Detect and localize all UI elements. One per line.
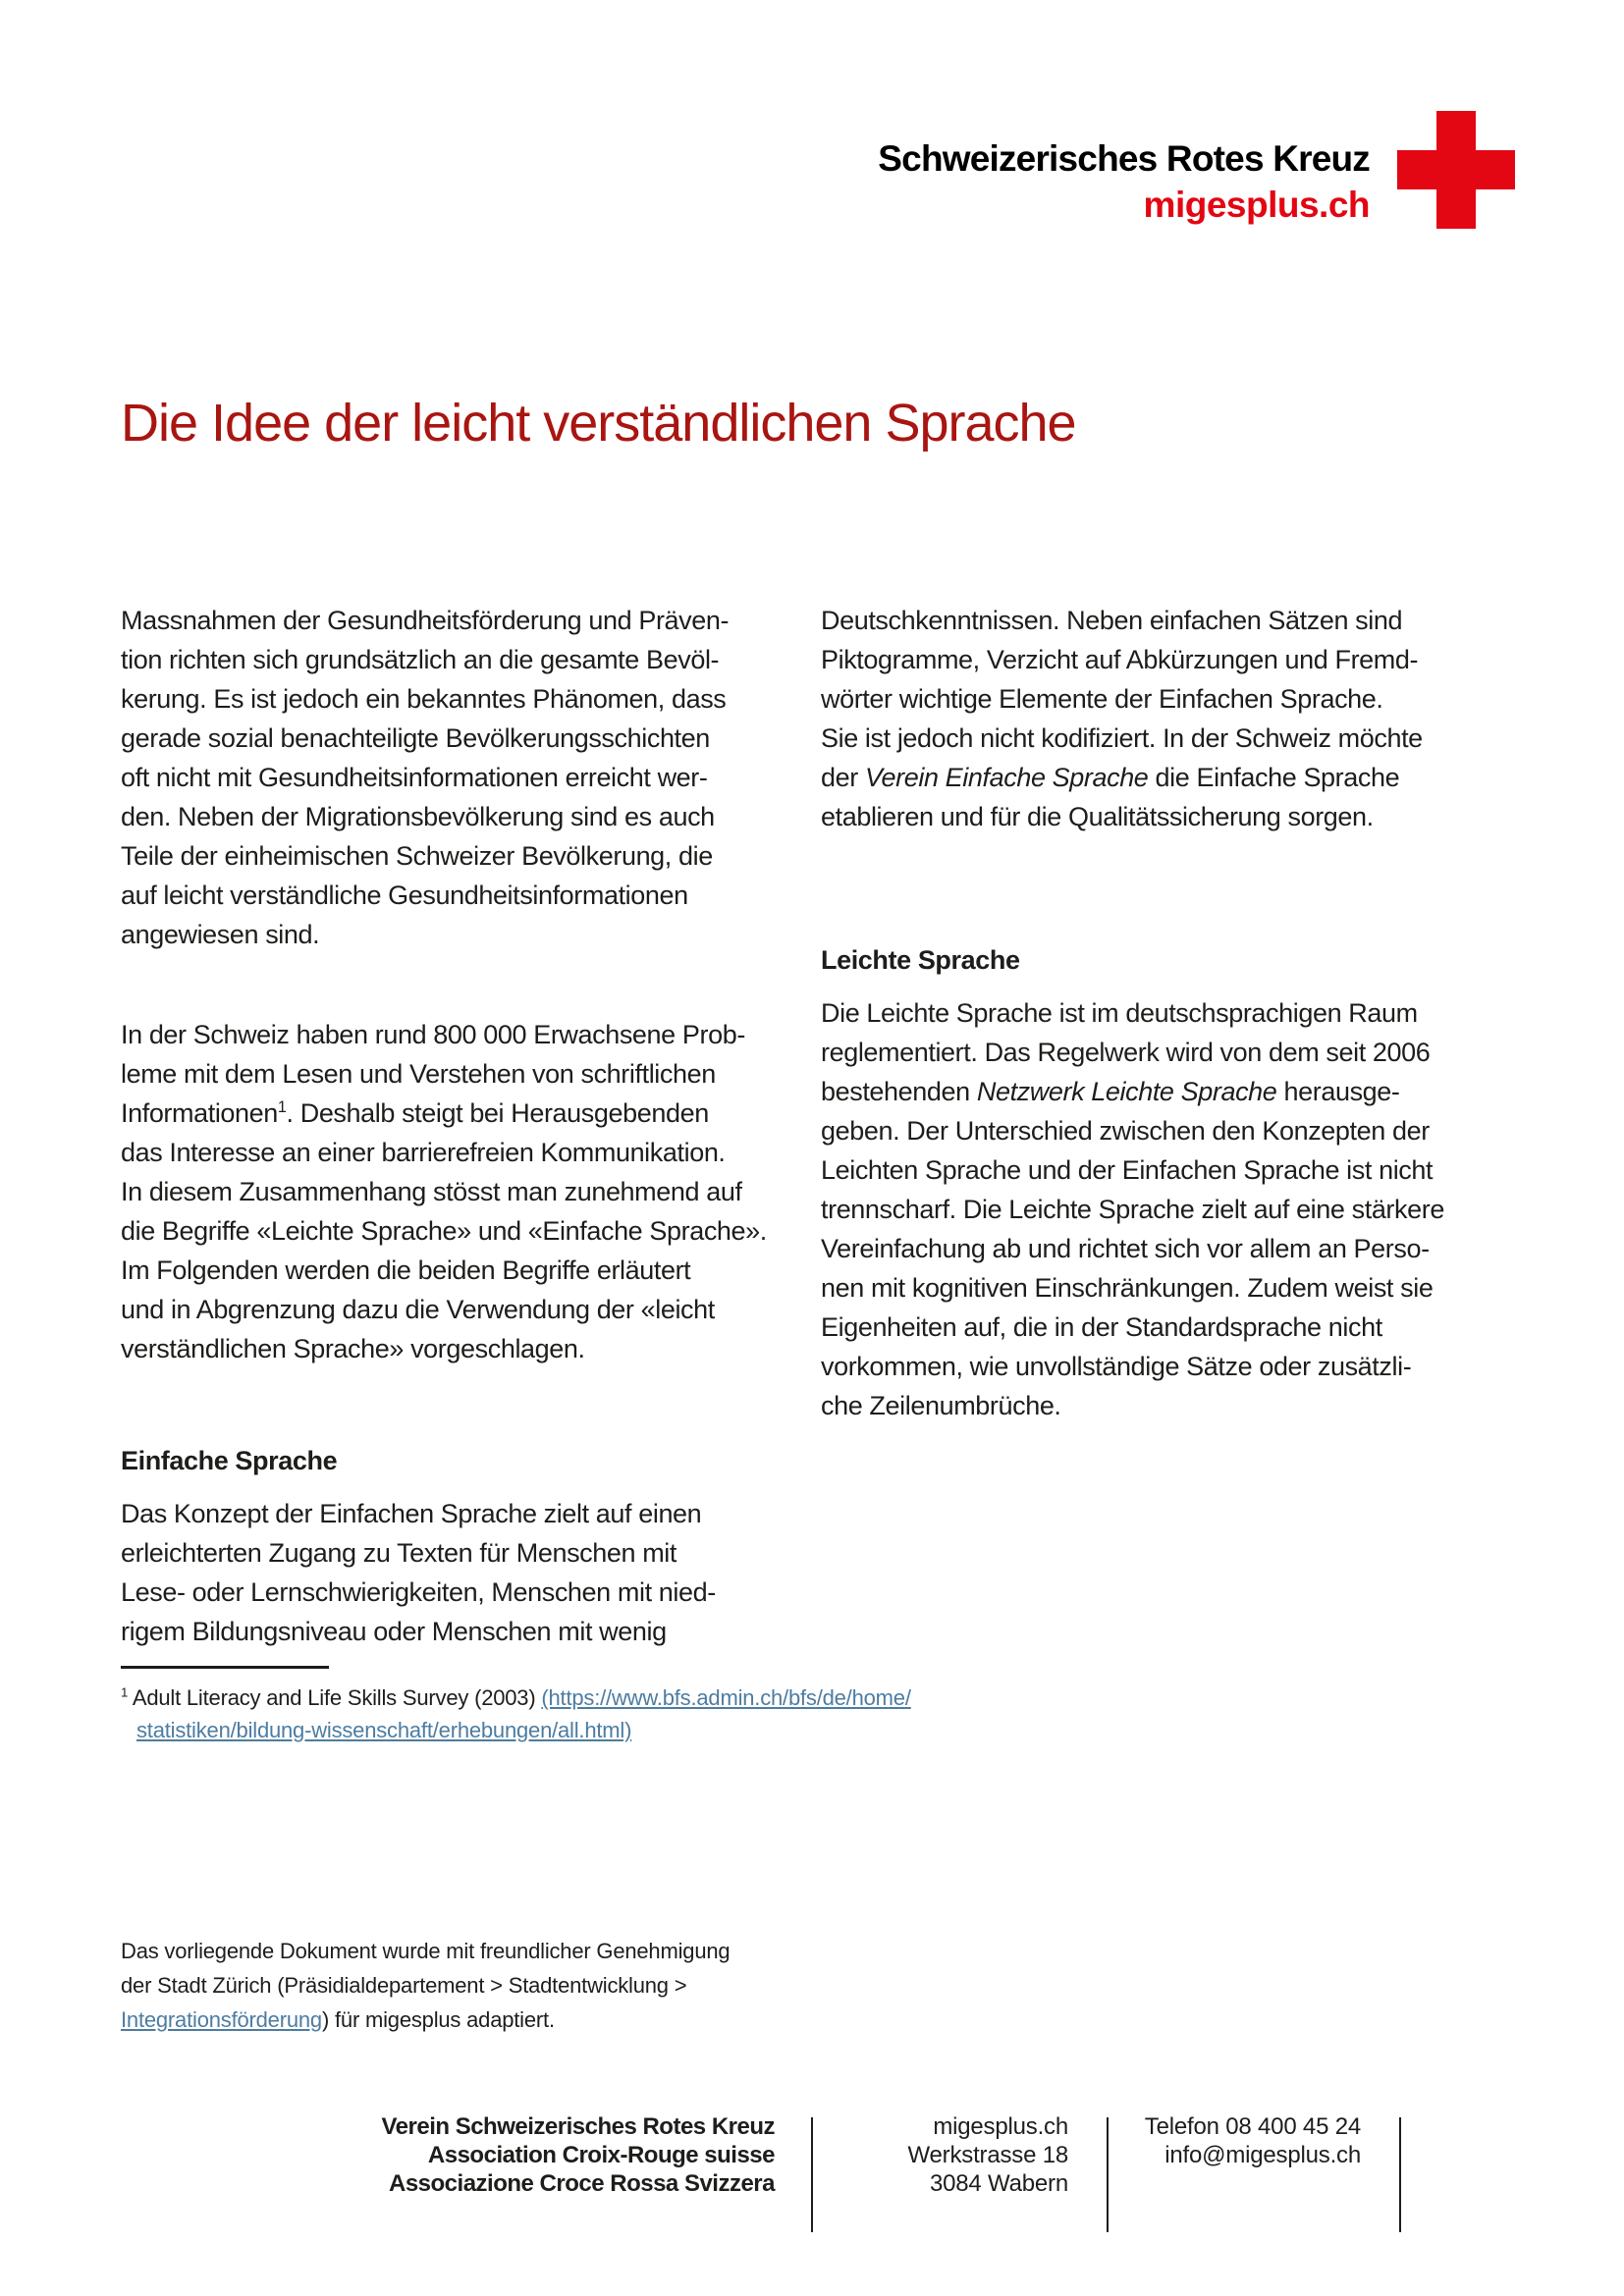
footnote-text (121, 1682, 911, 1746)
footer-divider (1399, 2117, 1401, 2232)
footnote-rule (121, 1666, 329, 1669)
text-segment: . Deshalb steigt bei Herausgebenden (286, 1098, 709, 1128)
text-lines: Deutschkenntnissen. Neben einfachen Sätzen sind Piktogramme, Verzicht auf Abkürzungen und Fremd- wörter wichtige Elemente der Einfachen Sprache. Sie ist jedoch nicht kodifiziert. In der Schweiz möchte (821, 606, 1423, 753)
paragraph-massnahmen: Massnahmen der Gesundheitsförderung und Präven- tion richten sich grundsätzlich an die gesamte Bevöl- kerung. Es ist jedoch ein bekanntes Phänomen, dass gerade sozial benachteiligte Bevölkerungsschichten oft nicht mit Gesundheitsinformationen erreicht wer- den. Neben der Migrationsbevölkerung sind es auch Teile der einheimischen Schweizer Bevölkerung, die auf leicht verständliche Gesundheitsinformationen angewiesen sind. (121, 606, 730, 949)
footnote-link[interactable]: (https://www.bfs.admin.ch/bfs/de/home/ (541, 1685, 911, 1710)
text-line-with-footnote-ref (121, 1094, 821, 1133)
text-segment: herausge- (1276, 1077, 1400, 1106)
text-lines: das Interesse an einer barrierefreien Kommunikation. In diesem Zusammenhang stösst man zunehmend auf die Begriffe «Leichte Sprache» und «Einfache Sprache». Im Folgenden werden die beiden Begriffe erläutert und in Abgrenzung dazu die Verwendung der «leicht verständlichen Sprache» vorgeschlagen. (121, 1138, 767, 1363)
footer-organization: Verein Schweizerisches Rotes Kreuz Association Croix-Rouge suisse Associazione Croce Rossa Svizzera (381, 2113, 775, 2197)
red-cross-icon (1397, 111, 1515, 229)
text-line-with-italic (821, 758, 1521, 797)
heading-einfache-sprache: Einfache Sprache (121, 1446, 338, 1475)
logo-site-name: migesplus.ch (1143, 185, 1370, 225)
column-left (121, 601, 821, 1651)
paragraph-deutschkenntnisse (821, 601, 1521, 836)
text-lines: Die Leichte Sprache ist im deutschsprachigen Raum reglementiert. Das Regelwerk wird von dem seit 2006 (821, 998, 1431, 1067)
footer-divider (1107, 2117, 1109, 2232)
footnote-line-1 (121, 1682, 911, 1714)
paragraph-schweiz-800000 (121, 1015, 821, 1368)
page-title: Die Idee der leicht verständlichen Sprache (121, 394, 1076, 453)
footer-address: migesplus.ch Werkstrasse 18 3084 Wabern (907, 2113, 1068, 2197)
adaptation-note (121, 1934, 730, 2037)
paragraph-einfache-sprache: Das Konzept der Einfachen Sprache zielt auf einen erleichterten Zugang zu Texten für Menschen mit Lese- oder Lernschwierigkeiten, Menschen mit nied- rigem Bildungsniveau oder Menschen mit wenig (121, 1499, 716, 1646)
italic-netzwerk-leichte-sprache: Netzwerk Leichte Sprache (976, 1077, 1277, 1106)
footnote-reference: 1 (277, 1098, 287, 1116)
text-segment: bestehenden (821, 1077, 977, 1106)
logo (878, 111, 1515, 229)
text-lines: geben. Der Unterschied zwischen den Konzepten der Leichten Sprache und der Einfachen Sprache ist nicht trennscharf. Die Leichte Sprache zielt auf eine stärkere Vereinfachung ab und richtet sich vor allem an Perso- nen mit kognitiven Einschränkungen. Zudem weist sie Eigenheiten auf, die in der Standardsprache nicht vorkommen, wie unvollständige Sätze oder zusätzli- che Zeilenumbrüche. (821, 1116, 1444, 1420)
footnote-link-continued[interactable]: statistiken/bildung-wissenschaft/erhebungen/all.html) (136, 1718, 632, 1742)
text-line-with-italic (821, 1072, 1521, 1111)
footnote-number: 1 (121, 1684, 129, 1700)
text-lines: In der Schweiz haben rund 800 000 Erwachsene Prob- leme mit dem Lesen und Verstehen von schriftlichen (121, 1020, 745, 1089)
text-segment: ) für migesplus adaptiert. (321, 2007, 555, 2032)
heading-leichte-sprache: Leichte Sprache (821, 945, 1020, 975)
note-line-1: Das vorliegende Dokument wurde mit freundlicher Genehmigung (121, 1939, 731, 1963)
note-line-2: der Stadt Zürich (Präsidialdepartement > Stadtentwicklung > (121, 1973, 687, 1998)
text-segment: der (821, 763, 865, 792)
footer-contact: Telefon 08 400 45 24 info@migesplus.ch (1144, 2113, 1361, 2168)
text-segment: Informationen (121, 1098, 278, 1128)
footnote (121, 1666, 911, 1746)
italic-verein-einfache-sprache: Verein Einfache Sprache (864, 763, 1149, 792)
logo-text (878, 136, 1370, 229)
footnote-source: Adult Literacy and Life Skills Survey (2003) (128, 1685, 542, 1710)
text-segment: die Einfache Sprache (1148, 763, 1400, 792)
logo-org-name: Schweizerisches Rotes Kreuz (878, 138, 1370, 179)
integrationsfoerderung-link[interactable]: Integrationsförderung (121, 2007, 322, 2032)
paragraph-leichte-sprache (821, 993, 1521, 1425)
footer-divider (811, 2117, 813, 2232)
column-right (821, 601, 1521, 1425)
footnote-line-2 (136, 1714, 808, 1746)
text-lines: etablieren und für die Qualitätssicherung sorgen. (821, 802, 1374, 831)
note-line-3 (121, 2002, 730, 2037)
